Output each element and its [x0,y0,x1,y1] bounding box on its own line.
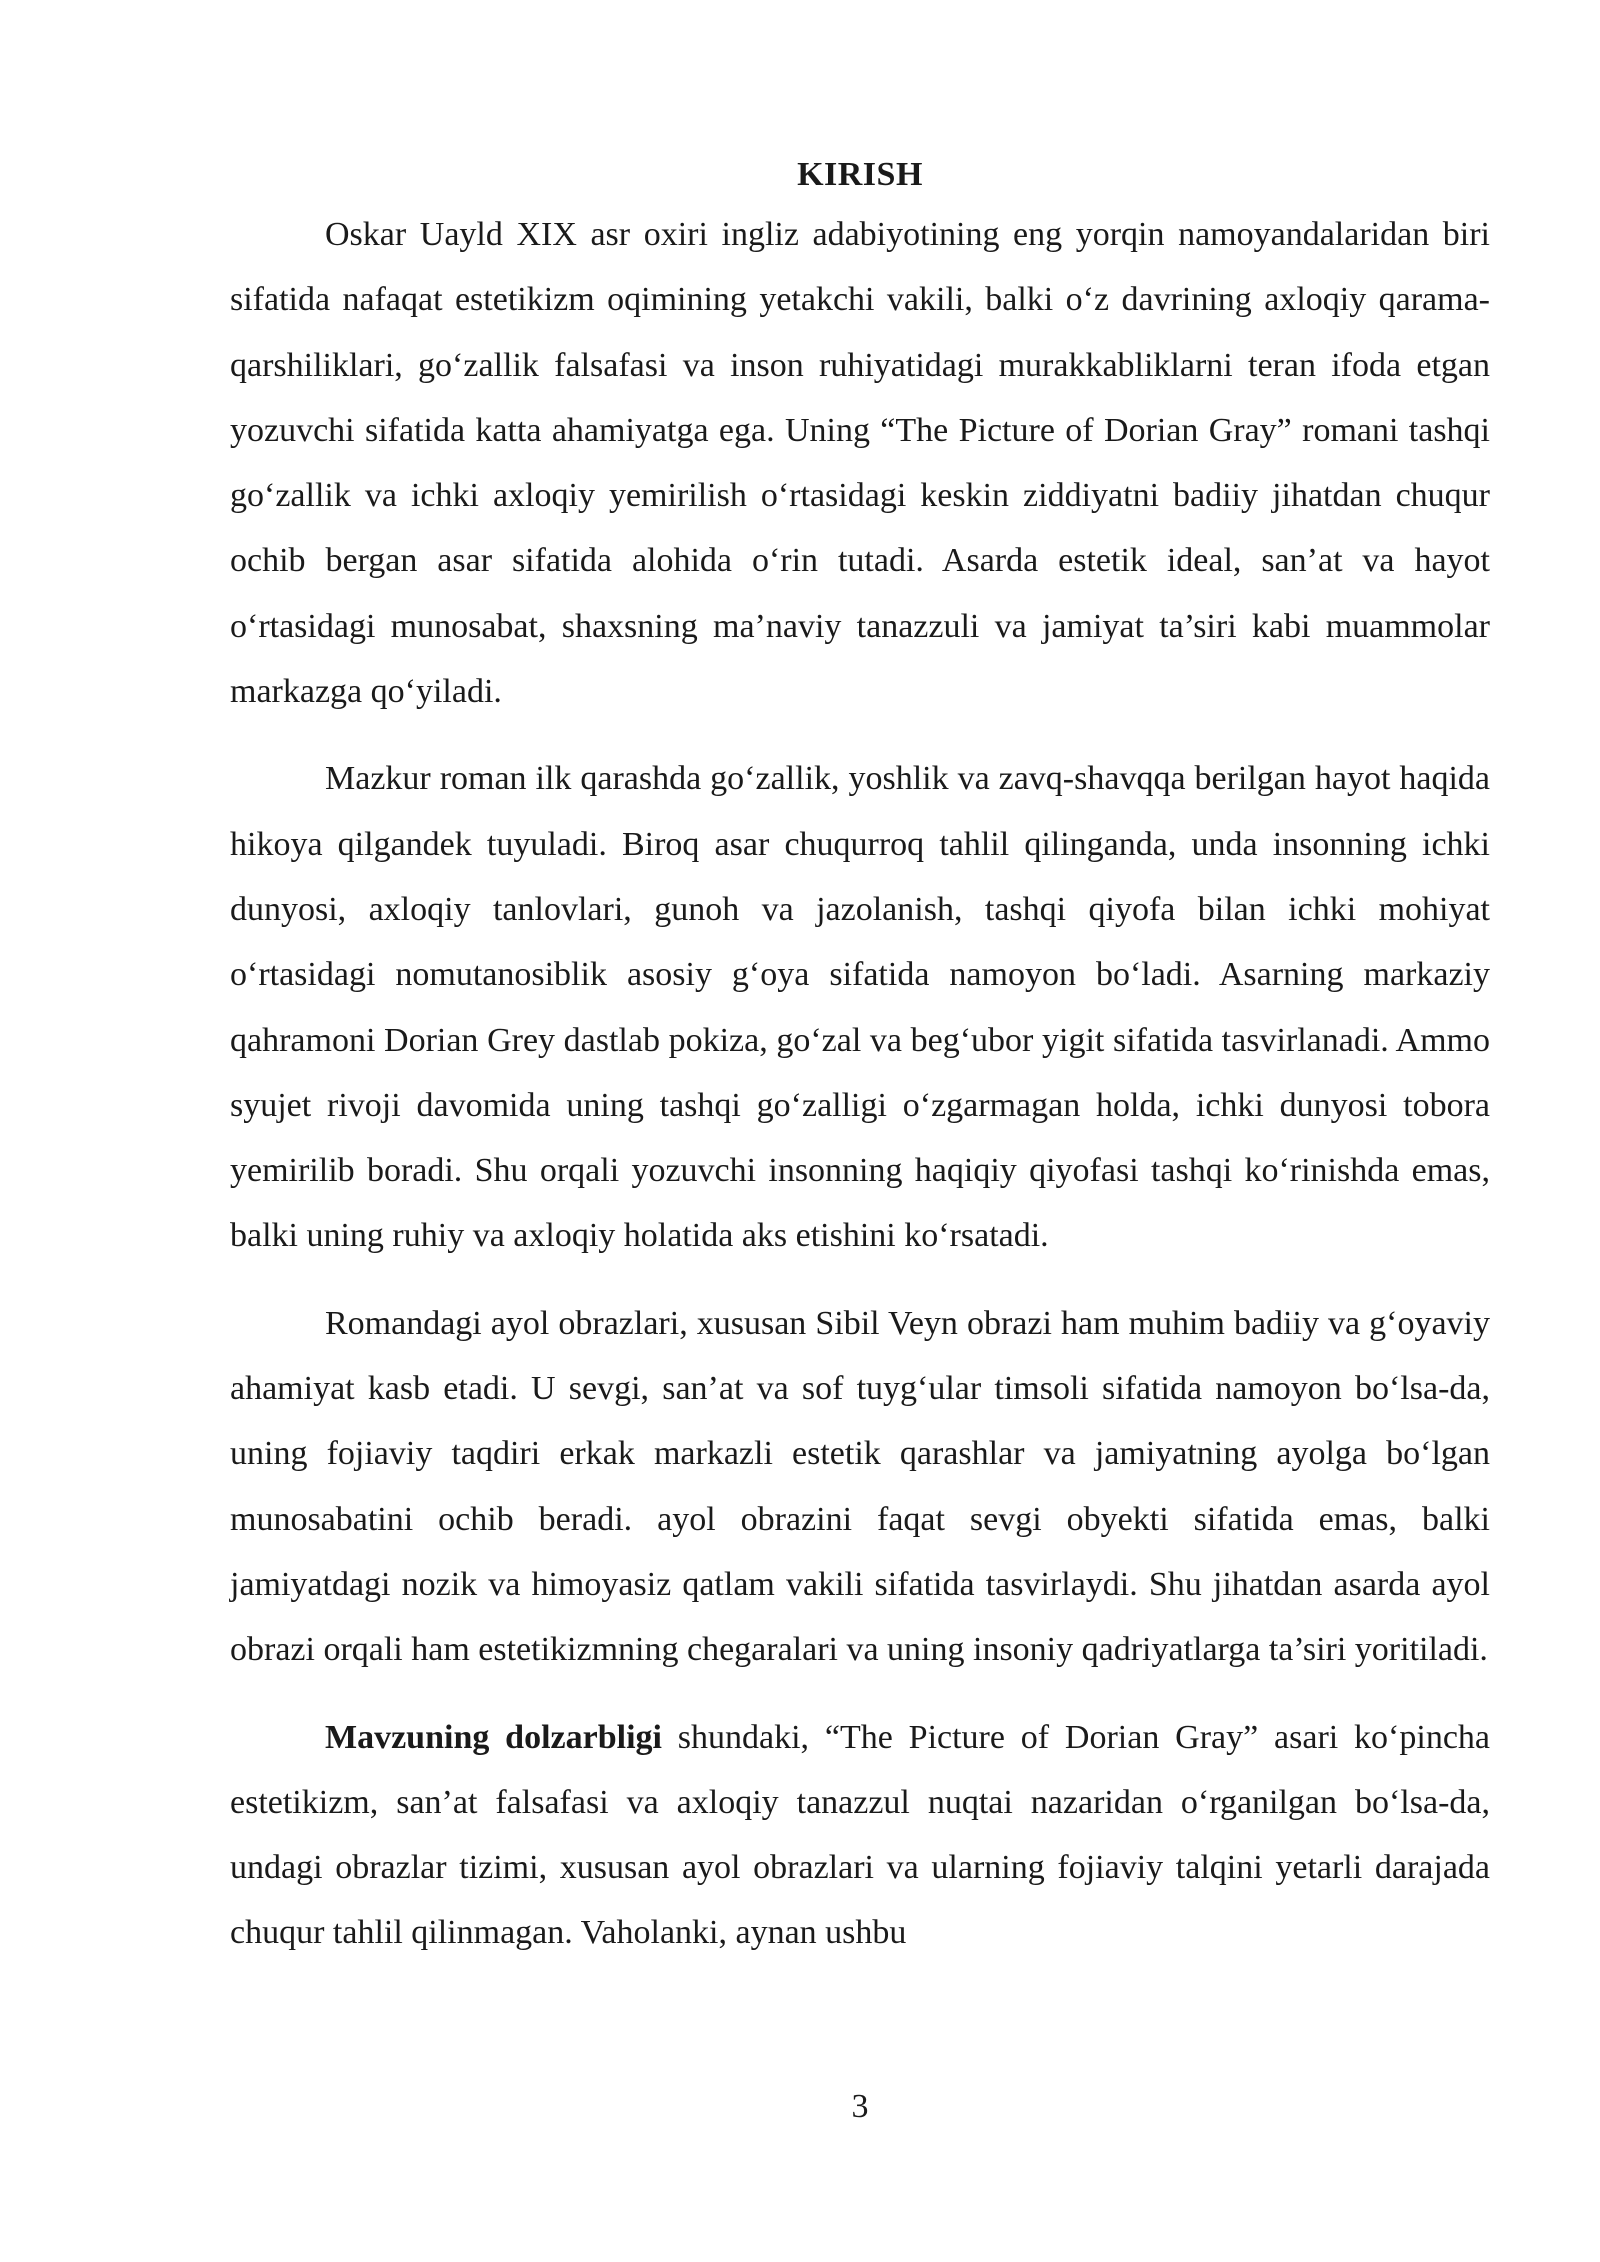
section-heading: KIRISH [797,156,923,193]
paragraph-lead-bold: Mavzuning dolzarbligi [325,1718,662,1756]
paragraph-relevance [230,1705,1490,1966]
paragraph-novel-overview [230,746,1490,1268]
paragraph-text: Mazkur roman ilk qarashda go‘zallik, yoshlik va zavq-shavqqa berilgan hayot haqida hikoya qilgandek tuyuladi. Biroq asar chuqurroq tahlil qilinganda, unda insonning ichki dunyosi, axloqiy tanlovlari, gunoh va jazolanish, tashqi qiyofa bilan ichki mohiyat o‘rtasidagi nomutanosiblik asosiy g‘oya sifatida namoyon bo‘ladi. Asarning markaziy qahramoni Dorian Grey dastlab pokiza, go‘zal va beg‘ubor yigit sifatida tasvirlanadi. Ammo syujet rivoji davomida uning tashqi go‘zalligi o‘zgarmagan holda, ichki dunyosi tobora yemirilib boradi. Shu orqali yozuvchi insonning haqiqiy qiyofasi tashqi ko‘rinishda emas, balki uning ruhiy va axloqiy holatida aks etishini ko‘rsatadi. [230,760,1490,1255]
paragraph-female-characters [230,1291,1490,1683]
paragraph-intro [230,202,1490,724]
paragraph-text: Oskar Uayld XIX asr oxiri ingliz adabiyotining eng yorqin namoyandalaridan biri sifatida nafaqat estetikizm oqimining yetakchi vakili, balki o‘z davrining axloqiy qarama-qarshiliklari, go‘zallik falsafasi va inson ruhiyatidagi murakkabliklarni teran ifoda etgan yozuvchi sifatida katta ahamiyatga ega. Uning “The Picture of Dorian Gray” romani tashqi go‘zallik va ichki axloqiy yemirilish o‘rtasidagi keskin ziddiyatni badiiy jihatdan chuqur ochib bergan asar sifatida alohida o‘rin tutadi. Asarda estetik ideal, san’at va hayot o‘rtasidagi munosabat, shaxsning ma’naviy tanazzuli va jamiyat ta’siri kabi muammolar markazga qo‘yiladi. [230,216,1490,711]
document-body [230,150,1490,1966]
page-number: 3 [851,2088,869,2125]
paragraph-text: shundaki, “The Picture of Dorian Gray” asari ko‘pincha estetikizm, san’at falsafasi va axloqiy tanazzul nuqtai nazaridan o‘rganilgan bo‘lsa-da, undagi obrazlar tizimi, xususan ayol obrazlari va ularning fojiaviy talqini yetarli darajada chuqur tahlil qilinmagan. Vaholanki, aynan ushbu [230,1718,1491,1952]
paragraph-text: Romandagi ayol obrazlari, xususan Sibil Veyn obrazi ham muhim badiiy va g‘oyaviy ahamiyat kasb etadi. U sevgi, san’at va sof tuyg‘ular timsoli sifatida namoyon bo‘lsa-da, uning fojiaviy taqdiri erkak markazli estetik qarashlar va jamiyatning ayolga bo‘lgan munosabatini ochib beradi. ayol obrazini faqat sevgi obyekti sifatida emas, balki jamiyatdagi nozik va himoyasiz qatlam vakili sifatida tasvirlaydi. Shu jihatdan asarda ayol obrazi orqali ham estetikizmning chegaralari va uning insoniy qadriyatlarga ta’siri yoritiladi. [230,1304,1490,1669]
